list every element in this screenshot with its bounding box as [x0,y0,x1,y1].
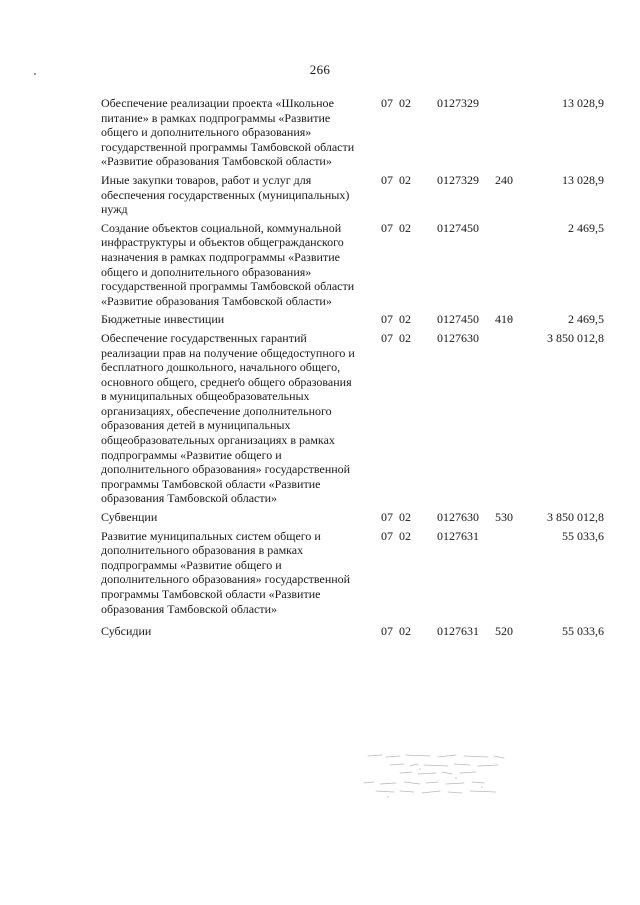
table-row [101,510,604,525]
scan-speck [34,73,36,75]
table-row [101,312,604,327]
row-description: Иные закупки товаров, работ и услуг для обеспечения государственных (муниципальных) нужд [101,172,350,217]
row-section: 07 02 [381,220,411,235]
row-description: Обеспечение реализации проекта «Школьное питание» в рамках подпрограммы «Развитие общего и дополнительного образования» государственной программы Тамбовской области «Развитие образования Тамбовской области» [101,96,355,169]
row-expense-type: 530 [495,510,513,525]
row-section: 07 02 [381,624,411,639]
row-amount: 13 028,9 [562,96,604,110]
row-code: 0127631 [437,528,479,543]
row-description: Субсидии [101,624,152,639]
budget-table [101,96,604,639]
table-row [101,529,604,617]
row-expense-type: 410 [495,312,513,327]
row-section: 07 02 [381,312,411,327]
row-description: Бюджетные инвестиции [101,312,225,327]
row-section: 07 02 [381,528,411,543]
row-code: 0127631 [437,624,479,639]
faded-stamp-graphic [360,752,510,804]
row-code: 0127630 [437,330,479,345]
row-section: 07 02 [381,510,411,525]
row-description: Субвенции [101,510,158,525]
table-row [101,624,604,639]
row-amount: 55 033,6 [562,624,604,639]
table-row [101,96,604,169]
faded-stamp-marks [360,752,510,804]
row-section: 07 02 [381,172,411,187]
row-code: 0127450 [437,312,479,327]
row-amount: 2 469,5 [568,312,604,327]
row-description: Создание объектов социальной, коммунальной инфраструктуры и объектов общегражданского назначения в рамках подпрограммы «Развитие общего и дополнительного образования» государственной программы Тамбовской области «Развитие образования Тамбовской области» [101,220,355,308]
row-amount: 3 850 012,8 [547,330,604,345]
row-code: 0127450 [437,220,479,235]
row-description: Развитие муниципальных систем общего и дополнительного образования в рамках подпрограммы «Развитие общего и дополнительного образования» государственной программы Тамбовской области «Развитие образования Тамбовской области» [101,528,351,616]
table-row [101,221,604,309]
table-row [101,173,604,217]
row-amount: 2 469,5 [568,220,604,235]
row-section: 07 02 [381,330,411,345]
page-number: 266 [309,62,331,77]
row-amount: 3 850 012,8 [547,510,604,525]
row-code: 0127329 [437,172,479,187]
row-code: 0127630 [437,510,479,525]
row-section: 07 02 [381,96,411,110]
row-amount: 55 033,6 [562,528,604,543]
row-description: Обеспечение государственных гарантий реализации прав на получение общедоступного и бесплатного дошкольного, начального общего, основного общего, среднего общего образования в муниципальных общеобразовательных организациях, обеспечение дополнительного образования детей в муниципальных общеобразовательных организациях в рамках подпрограммы «Развитие общего и дополнительного образования» государственной программы Тамбовской области «Развитие образования Тамбовской области» [101,330,355,506]
row-amount: 13 028,9 [562,172,604,187]
row-code: 0127329 [437,96,479,110]
row-expense-type: 520 [495,624,513,639]
row-expense-type: 240 [495,172,513,187]
table-row [101,331,604,506]
